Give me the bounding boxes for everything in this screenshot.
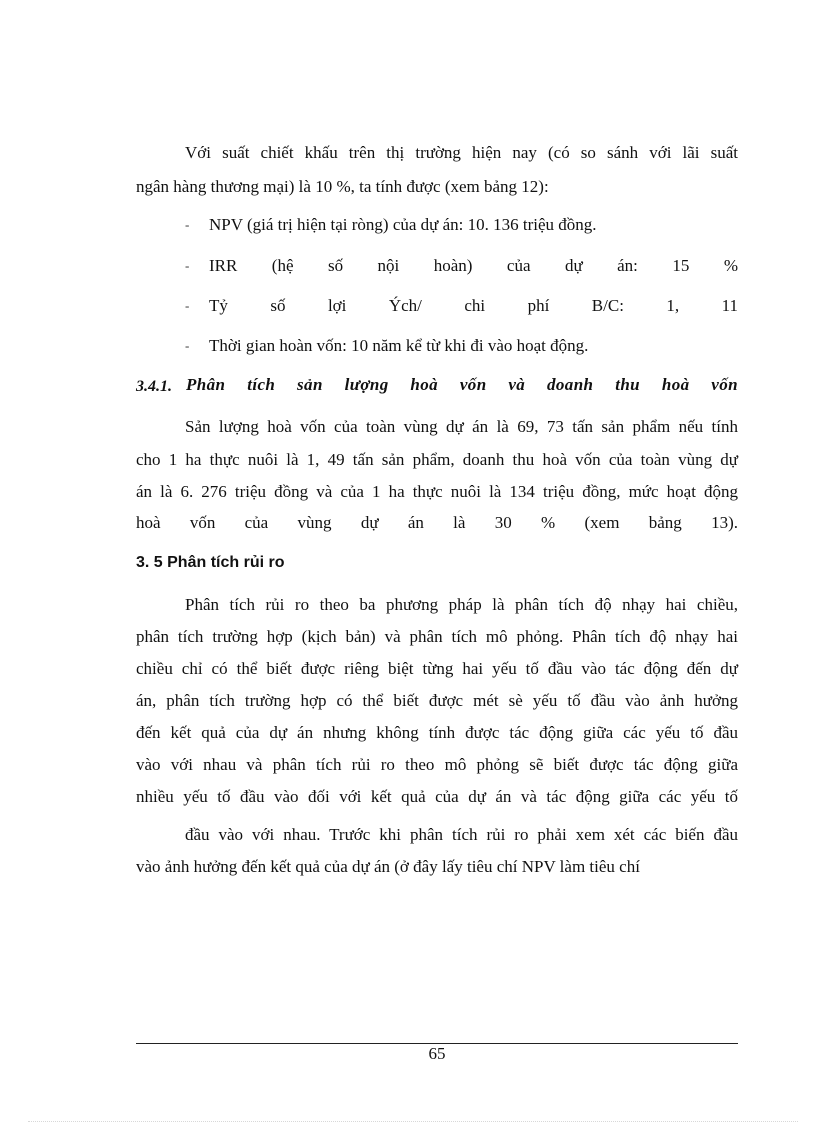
paragraph-line: đến kết quả của dự án nhưng không tính được tác động giữa các yếu tố đầu xyxy=(136,723,738,742)
paragraph-line: án, phân tích trường hợp có thể biết được mét sè yếu tố đầu vào ảnh hưởng xyxy=(136,691,738,710)
paragraph-line: án là 6. 276 triệu đồng và của 1 ha thực nuôi là 134 triệu đồng, mức hoạt động xyxy=(136,482,738,501)
paragraph-line: chiều chỉ có thể biết được riêng biệt từng hai yếu tố đầu vào tác động đến dự xyxy=(136,659,738,678)
paragraph-line: Phân tích rủi ro theo ba phương pháp là phân tích độ nhạy hai chiều, xyxy=(185,595,738,614)
page-number: 65 xyxy=(428,1044,446,1063)
paragraph-line: vào với nhau và phân tích rủi ro theo mô phỏng sẽ biết được tác động giữa xyxy=(136,755,738,774)
bullet-text: NPV (giá trị hiện tại ròng) của dự án: 10. 136 triệu đồng. xyxy=(209,215,597,234)
bullet-marker: - xyxy=(185,217,190,232)
paragraph-line: nhiều yếu tố đầu vào đối với kết quả của dự án và tác động giữa các yếu tố xyxy=(136,787,738,806)
page-edge-divider xyxy=(28,1121,798,1122)
section-heading: 3. 5 Phân tích rủi ro xyxy=(136,554,285,571)
paragraph-line: phân tích trường hợp (kịch bản) và phân tích mô phỏng. Phân tích độ nhạy hai xyxy=(136,627,738,646)
paragraph-line: vào ảnh hưởng đến kết quả của dự án (ở đây lấy tiêu chí NPV làm tiêu chí xyxy=(136,857,640,876)
paragraph-line: đầu vào với nhau. Trước khi phân tích rủi ro phải xem xét các biến đầu xyxy=(185,825,738,844)
bullet-text: IRR (hệ số nội hoàn) của dự án: 15 % xyxy=(209,256,738,275)
bullet-text: Tỷ số lợi Ých/ chi phí B/C: 1, 11 xyxy=(209,296,738,315)
bullet-marker: - xyxy=(185,298,190,313)
bullet-marker: - xyxy=(185,338,190,353)
paragraph-line: hoà vốn của vùng dự án là 30 % (xem bảng 13). xyxy=(136,513,738,532)
paragraph-line: Với suất chiết khấu trên thị trường hiện nay (có so sánh với lãi suất xyxy=(185,143,738,162)
paragraph-line: Sản lượng hoà vốn của toàn vùng dự án là 69, 73 tấn sản phẩm nếu tính xyxy=(185,417,738,436)
paragraph-line: ngân hàng thương mại) là 10 %, ta tính được (xem bảng 12): xyxy=(136,177,549,196)
bullet-marker: - xyxy=(185,258,190,273)
paragraph-line: cho 1 ha thực nuôi là 1, 49 tấn sản phẩm, doanh thu hoà vốn của toàn vùng dự xyxy=(136,450,738,469)
bullet-text: Thời gian hoàn vốn: 10 năm kể từ khi đi vào hoạt động. xyxy=(209,336,589,355)
section-number: 3.4.1. xyxy=(136,378,172,395)
section-title: Phân tích sản lượng hoà vốn và doanh thu hoà vốn xyxy=(186,375,738,394)
